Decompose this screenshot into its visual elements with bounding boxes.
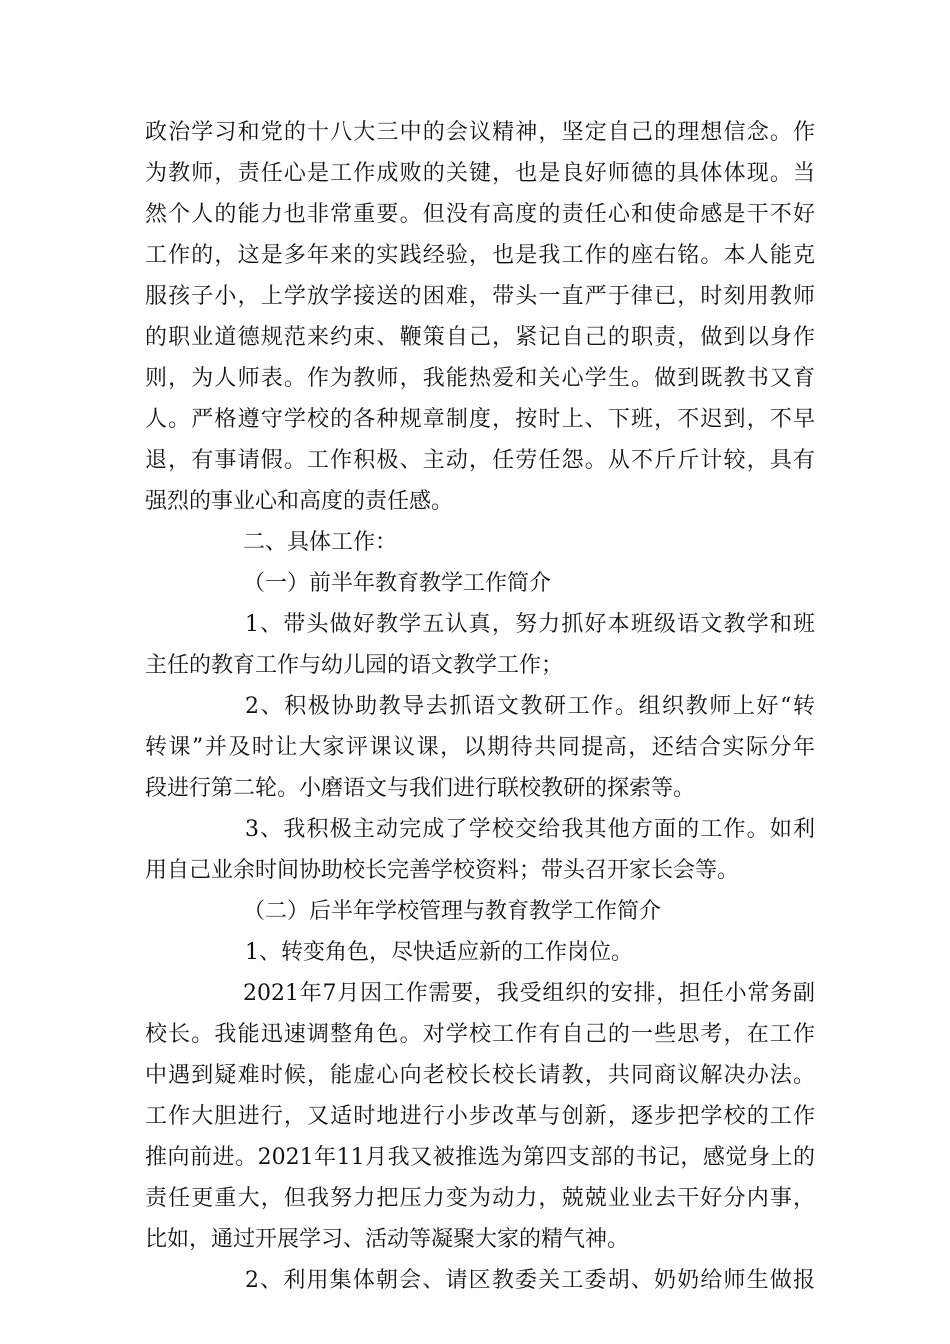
paragraph-line: 比如，通过开展学习、活动等凝聚大家的精气神。: [145, 1227, 630, 1252]
paragraph-line: 转课”并及时让大家评课议课，以期待共同提高，还结合实际分年: [145, 735, 815, 760]
paragraph-line: 的职业道德规范来约束、鞭策自己，紧记自己的职责，做到以身作: [145, 325, 815, 350]
paragraph-line: 强烈的事业心和高度的责任感。: [145, 489, 454, 514]
paragraph-line: 服孩子小，上学放学接送的困难，带头一直严于律已，时刻用教师: [145, 284, 815, 309]
subsection-heading: （一）前半年教育教学工作简介: [243, 571, 552, 596]
subsection-heading: （二）后半年学校管理与教育教学工作简介: [243, 899, 662, 924]
paragraph-line: 人。严格遵守学校的各种规章制度，按时上、下班，不迟到，不早: [145, 407, 815, 432]
paragraph-line: 然个人的能力也非常重要。但没有高度的责任心和使命感是干不好: [145, 202, 815, 227]
section-heading: 二、具体工作：: [243, 530, 398, 555]
paragraph-line: 责任更重大，但我努力把压力变为动力，兢兢业业去干好分内事，: [145, 1186, 815, 1211]
paragraph-line: 政治学习和党的十八大三中的会议精神，坚定自己的理想信念。作: [145, 120, 815, 145]
paragraph-line: 为教师，责任心是工作成败的关键，也是良好师德的具体体现。当: [145, 161, 815, 186]
paragraph-line: 则，为人师表。作为教师，我能热爱和关心学生。做到既教书又育: [145, 366, 815, 391]
paragraph-line: 工作的，这是多年来的实践经验，也是我工作的座右铭。本人能克: [145, 243, 815, 268]
paragraph-line: 校长。我能迅速调整角色。对学校工作有自己的一些思考，在工作: [145, 1022, 815, 1047]
paragraph-line: 推向前进。2021年11月我又被推选为第四支部的书记，感觉身上的: [145, 1145, 816, 1170]
paragraph-line: 工作大胆进行，又适时地进行小步改革与创新，逐步把学校的工作: [145, 1104, 815, 1129]
paragraph-line: 退，有事请假。工作积极、主动，任劳任怨。从不斤斤计较，具有: [145, 448, 815, 473]
paragraph-line: 段进行第二轮。小磨语文与我们进行联校教研的探索等。: [145, 776, 696, 801]
paragraph-line: 中遇到疑难时候，能虚心向老校长校长请教，共同商议解决办法。: [145, 1063, 815, 1088]
paragraph-line: 1、转变角色，尽快适应新的工作岗位。: [245, 940, 633, 965]
paragraph-line: 主任的教育工作与幼儿园的语文教学工作；: [145, 653, 564, 678]
paragraph-line: 2、利用集体朝会、请区教委关工委胡、奶奶给师生做报: [245, 1268, 815, 1293]
paragraph-line: 2、积极协助教导去抓语文教研工作。组织教师上好“转: [245, 694, 815, 719]
paragraph-line: 3、我积极主动完成了学校交给我其他方面的工作。如利: [245, 817, 815, 842]
paragraph-line: 2021年7月因工作需要，我受组织的安排，担任小常务副: [243, 981, 815, 1006]
paragraph-line: 用自己业余时间协助校长完善学校资料；带头召开家长会等。: [145, 858, 740, 883]
paragraph-line: 1、带头做好教学五认真，努力抓好本班级语文教学和班: [245, 612, 815, 637]
